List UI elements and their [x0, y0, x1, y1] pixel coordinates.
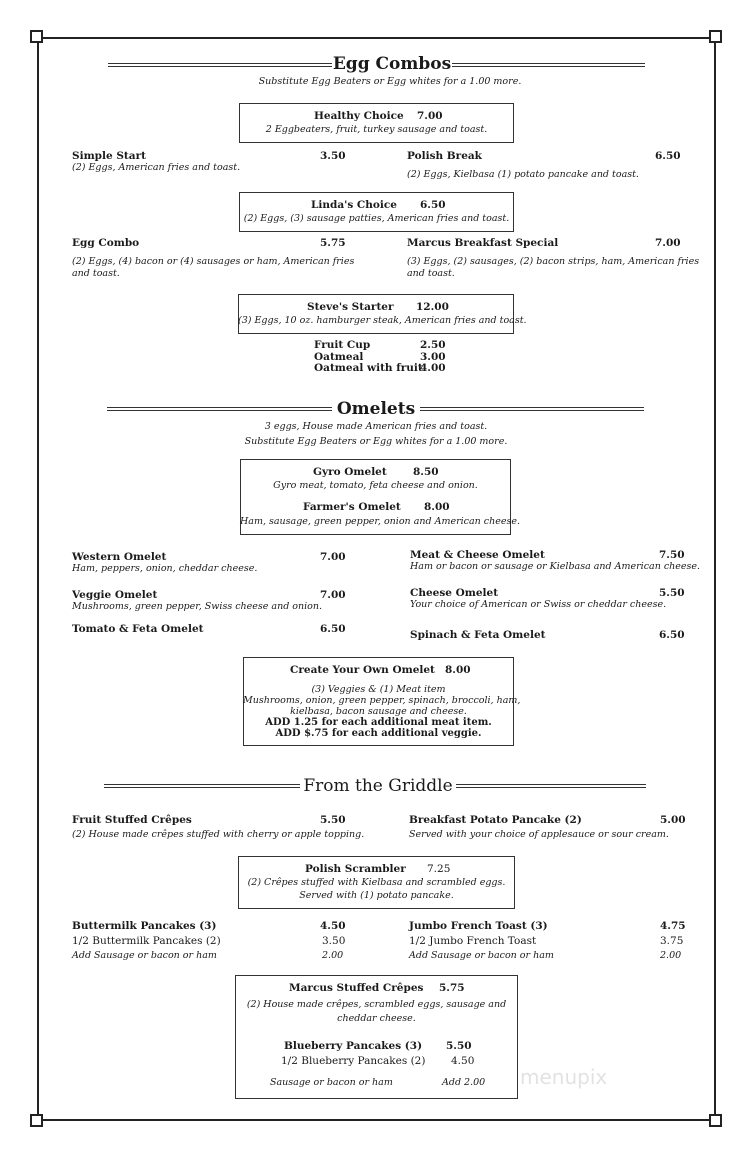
featured-box-steves-starter	[238, 294, 527, 334]
item-price: 5.50	[659, 587, 685, 599]
item-desc: and toast.	[72, 268, 120, 279]
item-name: Polish Scrambler	[305, 863, 406, 875]
item-addon: Sausage or bacon or ham	[270, 1077, 393, 1088]
item-desc: Ham or bacon or sausage or Kielbasa and American cheese.	[410, 561, 701, 572]
item-name: Farmer's Omelet	[303, 501, 401, 513]
section-subtitle: Substitute Egg Beaters or Egg whites for a 1.00 more.	[244, 436, 508, 447]
item-price: 4.75	[660, 920, 686, 932]
item-name: 1/2 Jumbo French Toast	[409, 935, 537, 947]
corner-ornament-bottom-left	[30, 1114, 43, 1127]
item-desc: (2) House made crêpes, scrambled eggs, sausage and	[246, 999, 507, 1010]
corner-ornament-top-right	[709, 30, 722, 43]
corner-ornament-top-left	[30, 30, 43, 43]
item-price: 5.75	[439, 982, 465, 994]
item-name: Buttermilk Pancakes (3)	[72, 920, 217, 932]
item-price: 6.50	[320, 623, 346, 635]
divider-line	[104, 784, 300, 788]
item-price: 3.50	[320, 150, 346, 162]
item-desc: Served with (1) potato pancake.	[299, 890, 454, 901]
item-name: Healthy Choice	[314, 110, 404, 122]
divider-line	[107, 407, 332, 411]
item-price: 7.00	[320, 551, 346, 563]
item-desc: cheddar cheese.	[337, 1013, 416, 1024]
divider-line	[452, 63, 645, 67]
item-desc: (2) Eggs, Kielbasa (1) potato pancake and toast.	[407, 169, 639, 180]
side-item-price: 3.00	[420, 351, 446, 363]
item-price: 3.75	[660, 935, 684, 947]
item-price: 6.50	[659, 629, 685, 641]
item-name: Steve's Starter	[307, 301, 394, 313]
item-name: Gyro Omelet	[313, 466, 387, 478]
item-desc: Ham, peppers, onion, cheddar cheese.	[72, 563, 258, 574]
item-name: Marcus Stuffed Crêpes	[289, 982, 424, 994]
item-desc: (2) Eggs, American fries and toast.	[72, 162, 241, 173]
item-addon: Add Sausage or bacon or ham	[72, 950, 217, 961]
item-name: Tomato & Feta Omelet	[72, 623, 204, 635]
item-desc: (2) Eggs, (4) bacon or (4) sausages or ham, American fries	[72, 256, 355, 267]
item-name: 1/2 Blueberry Pancakes (2)	[281, 1055, 426, 1067]
item-name: Polish Break	[407, 150, 482, 162]
item-price: 6.50	[655, 150, 681, 162]
item-desc: kielbasa, bacon sausage and cheese.	[290, 706, 467, 717]
divider-line	[456, 784, 646, 788]
item-price: 7.00	[320, 589, 346, 601]
item-name: Marcus Breakfast Special	[407, 237, 559, 249]
item-desc: (2) Eggs, (3) sausage patties, American fries and toast.	[243, 213, 510, 224]
item-desc: (2) Crêpes stuffed with Kielbasa and scrambled eggs.	[247, 877, 506, 888]
item-desc: Served with your choice of applesauce or sour cream.	[409, 829, 669, 840]
section-subtitle: 3 eggs, House made American fries and toast.	[264, 421, 488, 432]
item-desc: Gyro meat, tomato, feta cheese and onion.	[273, 480, 478, 491]
item-desc: Mushrooms, onion, green pepper, spinach, broccoli, ham,	[243, 695, 521, 706]
item-name: Cheese Omelet	[410, 587, 499, 599]
item-desc: (3) Eggs, (2) sausages, (2) bacon strips, ham, American fries	[407, 256, 700, 267]
item-name: Veggie Omelet	[72, 589, 158, 601]
side-item-name: Fruit Cup	[314, 339, 371, 351]
side-item-name: Oatmeal with fruit	[314, 362, 423, 374]
item-note: ADD 1.25 for each additional meat item.	[265, 717, 492, 728]
item-price: 8.00	[445, 664, 471, 676]
item-name: Western Omelet	[72, 551, 167, 563]
side-item-name: Oatmeal	[314, 351, 364, 363]
item-name: 1/2 Buttermilk Pancakes (2)	[72, 935, 221, 947]
item-desc: Ham, sausage, green pepper, onion and American cheese.	[240, 516, 520, 527]
item-name: Egg Combo	[72, 237, 140, 249]
section-title-omelets: Omelets	[336, 399, 416, 419]
item-name: Simple Start	[72, 150, 146, 162]
item-desc: (2) House made crêpes stuffed with cherry or apple topping.	[72, 829, 365, 840]
item-name: Meat & Cheese Omelet	[410, 549, 545, 561]
item-price: 12.00	[416, 301, 449, 313]
item-addon: Add Sausage or bacon or ham	[409, 950, 554, 961]
item-name: Fruit Stuffed Crêpes	[72, 814, 192, 826]
item-name: Breakfast Potato Pancake (2)	[409, 814, 582, 826]
side-item-price: 2.50	[420, 339, 446, 351]
item-price: 7.00	[417, 110, 443, 122]
item-name: Spinach & Feta Omelet	[410, 629, 546, 641]
item-price: 7.00	[655, 237, 681, 249]
item-price: 8.00	[424, 501, 450, 513]
section-title-from-the-griddle: From the Griddle	[303, 776, 453, 796]
item-price: 4.50	[320, 920, 346, 932]
item-addon-price: Add 2.00	[442, 1077, 486, 1088]
item-price: 7.25	[427, 863, 451, 875]
item-desc: (3) Eggs, 10 oz. hamburger steak, American fries and toast.	[238, 315, 527, 326]
item-price: 5.00	[660, 814, 686, 826]
item-name: Blueberry Pancakes (3)	[284, 1040, 423, 1052]
featured-box-healthy-choice	[239, 103, 514, 143]
item-name: Create Your Own Omelet	[290, 664, 435, 676]
item-price: 6.50	[420, 199, 446, 211]
item-desc: and toast.	[407, 268, 455, 279]
item-name: Jumbo French Toast (3)	[409, 920, 548, 932]
item-price: 7.50	[659, 549, 685, 561]
item-name: Linda's Choice	[311, 199, 397, 211]
divider-line	[420, 407, 644, 411]
divider-line	[108, 63, 332, 67]
section-subtitle: Substitute Egg Beaters or Egg whites for a 1.00 more.	[258, 76, 522, 87]
watermark-logo: menupix	[520, 1065, 608, 1089]
item-addon-price: 2.00	[660, 950, 682, 961]
item-note: ADD $.75 for each additional veggie.	[275, 728, 482, 739]
section-title-egg-combos: Egg Combos	[332, 54, 452, 74]
item-price: 4.50	[451, 1055, 475, 1067]
item-desc: 2 Eggbeaters, fruit, turkey sausage and toast.	[265, 124, 488, 135]
item-price: 3.50	[322, 935, 346, 947]
item-addon-price: 2.00	[322, 950, 344, 961]
item-price: 5.50	[320, 814, 346, 826]
item-desc: Mushrooms, green pepper, Swiss cheese and onion.	[72, 601, 323, 612]
corner-ornament-bottom-right	[709, 1114, 722, 1127]
item-price: 5.50	[446, 1040, 472, 1052]
side-item-price: 4.00	[420, 362, 446, 374]
item-desc: (3) Veggies & (1) Meat item	[311, 684, 446, 695]
featured-box-lindas-choice	[239, 192, 514, 232]
item-price: 8.50	[413, 466, 439, 478]
item-price: 5.75	[320, 237, 346, 249]
item-desc: Your choice of American or Swiss or cheddar cheese.	[410, 599, 667, 610]
